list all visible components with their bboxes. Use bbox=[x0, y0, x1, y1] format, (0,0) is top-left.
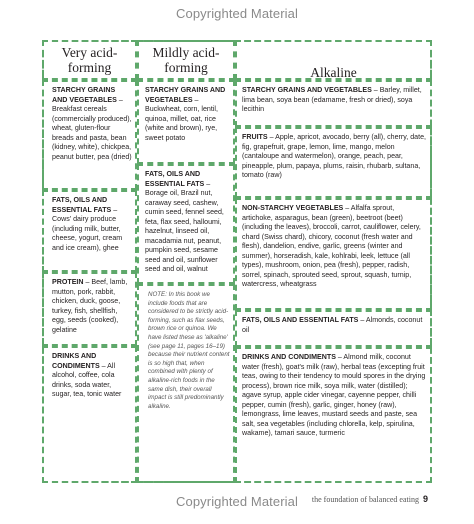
alkaline-fruits-entry: FRUITS – Apple, apricot, avocado, berry (all), cherry, date, fig, grapefruit, grape, lemon, lime, mango, melon (cantaloupe and watermelon), orange, peach, pear, pineapple, plum, papaya, plums, raisin, rhubarb, sultana, tomato (raw) bbox=[242, 133, 426, 179]
alkaline-drinks-entry: DRINKS AND CONDIMENTS – Almond milk, coconut water (fresh), goat's milk (raw), herbal teas (excepting fruit teas, owing to their tendency to mould spores in the drying process), brown rice milk, soya milk, water (distilled); agave syrup, apple cider vinegar, cayenne pepper, chilli pepper, cumin (fresh), garlic, ginger, honey (raw), lemongrass, lime leaves, mustard seeds and paste, sea salt, sea vegetables (including chlorella, kelp, spirulina, wakame), tamari sauce, turmeric bbox=[242, 353, 426, 437]
very-acid-starchy-entry: STARCHY GRAINS AND VEGETABLES – Breakfast cereals (commercially produced), wheat, gluten-flour breads and pasta, bean (kidney, white), chickpea, peanut butter, pea (dried) bbox=[52, 86, 132, 161]
note-text: NOTE: In this book we include foods that are considered to be strictly acid-forming, such as flax seeds, brown rice or quinoa. We have listed these as 'alkaline' (see page 11, pages 16–19) because their nutrient content is so high that, when combined with plenty of alkaline-rich foods in the same dish, their overall impact is still predominantly alkaline. bbox=[148, 291, 230, 410]
column-header-mildly-acid: Mildly acid- forming bbox=[152, 45, 220, 75]
page-number: 9 bbox=[422, 494, 428, 504]
alkaline-vegetables-entry: NON-STARCHY VEGETABLES – Alfalfa sprout, artichoke, asparagus, bean (green), beetroot (beet) (including the leaves), broccoli, carrot, cauliflower, celery, chard (Swiss chard), chicory, coconut (fresh water and flesh), dandelion, endive, garlic, greens (winter and summer), horseradish, kale, kohlrabi, leek, lettuce (all types), mushroom, onion, pea (fresh), pepper, radish, sorrel, spinach, sprouted seed, sprout, squash, turnip, watercress, wheatgrass bbox=[242, 204, 421, 288]
mildly-acid-starchy-entry: STARCHY GRAINS AND VEGETABLES – Buckwheat, corn, lentil, quinoa, millet, oat, rice (white and brown), rye, sweet potato bbox=[145, 86, 226, 142]
copyright-watermark-bottom: Copyrighted Material bbox=[176, 494, 298, 509]
page-footer bbox=[312, 494, 428, 504]
column-header-very-acid: Very acid- forming bbox=[61, 45, 118, 75]
very-acid-protein-entry: PROTEIN – Beef, lamb, mutton, pork, rabbit, chicken, duck, goose, turkey, fish, shellfish, egg, seeds (cooked), gelatine bbox=[52, 278, 128, 334]
copyright-watermark-top: Copyrighted Material bbox=[176, 6, 298, 21]
alkaline-fats-entry: FATS, OILS AND ESSENTIAL FATS – Almonds, coconut oil bbox=[242, 316, 423, 334]
very-acid-fats-entry: FATS, OILS AND ESSENTIAL FATS – Cows' dairy produce (including milk, butter, cheese, yogurt, cream and ice cream), ghee bbox=[52, 196, 123, 252]
very-acid-drinks-entry: DRINKS AND CONDIMENTS – All alcohol, coffee, cola drinks, soda water, sugar, tea, tonic water bbox=[52, 352, 122, 398]
food-acidity-table bbox=[42, 40, 432, 483]
column-header-alkaline: Alkaline bbox=[310, 64, 357, 80]
alkaline-starchy-entry: STARCHY GRAINS AND VEGETABLES – Barley, millet, lima bean, soya bean (edamame, fresh or dried), soya lecithin bbox=[242, 86, 422, 113]
running-footer-title: the foundation of balanced eating bbox=[311, 495, 419, 504]
mildly-acid-fats-entry: FATS, OILS AND ESSENTIAL FATS – Borage oil, Brazil nut, caraway seed, cashew, cumin seed, fennel seed, feta, flax seed, halloumi, hazelnut, linseed oil, macadamia nut, peanut, pumpkin seed, sesame seed and oil, sunflower seed and oil, walnut bbox=[145, 170, 224, 273]
